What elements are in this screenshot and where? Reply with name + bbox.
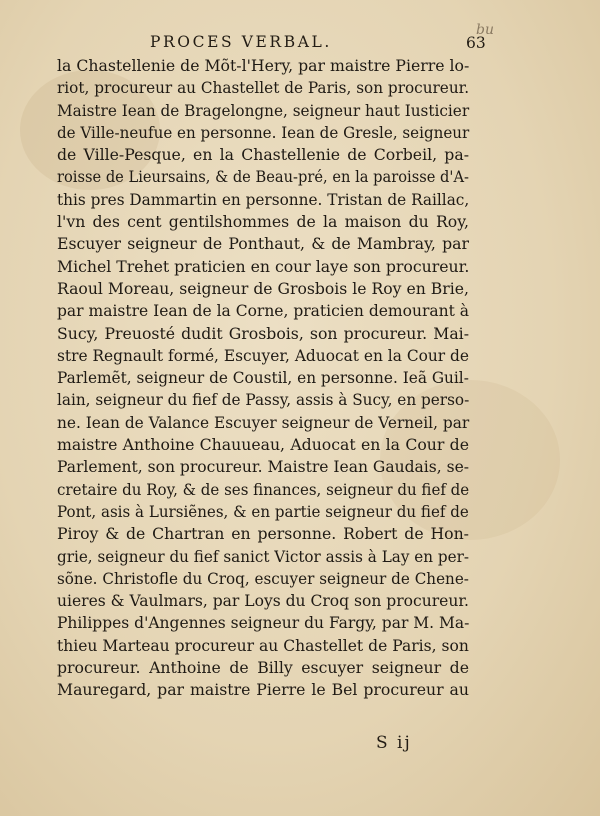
- text-line: cretaire du Roy, & de ses finances, seigneur du fief de: [57, 479, 470, 499]
- text-line: Parlemẽt, seigneur de Coustil, en personne. Ieã Guil-: [57, 368, 469, 388]
- text-line: Philippes d'Angennes seigneur du Fargy, par M. Ma-: [57, 613, 470, 633]
- text-line: this pres Dammartin en personne. Tristan de Raillac,: [57, 189, 470, 209]
- text-line: Escuyer seigneur de Ponthaut, & de Mambray, par: [57, 234, 469, 254]
- text-line: ne. Iean de Valance Escuyer seigneur de Verneil, par: [57, 412, 470, 432]
- running-head: PROCES VERBAL.: [150, 33, 332, 51]
- text-line: Mauregard, par maistre Pierre le Bel procureur au: [57, 680, 469, 700]
- text-line: Parlement, son procureur. Maistre Iean Gaudais, se-: [57, 457, 470, 477]
- text-line: lain, seigneur du fief de Passy, assis à Sucy, en perso-: [57, 390, 470, 410]
- body-text: [57, 55, 469, 702]
- text-line: maistre Anthoine Chauueau, Aduocat en la Cour de: [57, 435, 469, 455]
- text-line: Raoul Moreau, seigneur de Grosbois le Roy en Brie,: [57, 278, 469, 298]
- page-number: 63: [466, 34, 486, 52]
- text-line: sõne. Christofle du Croq, escuyer seigneur de Chene-: [57, 568, 469, 588]
- handwritten-corner-mark: bu: [476, 22, 494, 38]
- text-line: de Ville-neufue en personne. Iean de Gresle, seigneur: [57, 122, 470, 142]
- text-line: Pont, asis à Lursiẽnes, & en partie seigneur du fief de: [57, 501, 469, 521]
- text-line: roisse de Lieursains, & de Beau-pré, en la paroisse d'A-: [57, 167, 469, 187]
- signature-mark: S ij: [376, 733, 412, 753]
- text-line: uieres & Vaulmars, par Loys du Croq son procureur.: [57, 591, 469, 611]
- text-line: Piroy & de Chartran en personne. Robert de Hon-: [57, 524, 469, 544]
- text-line: riot, procureur au Chastellet de Paris, son procureur.: [57, 78, 470, 98]
- text-line: Michel Trehet praticien en cour laye son procureur.: [57, 256, 470, 276]
- text-line: de Ville-Pesque, en la Chastellenie de Corbeil, pa-: [57, 145, 469, 165]
- text-line: stre Regnault formé, Escuyer, Aduocat en la Cour de: [57, 345, 470, 365]
- text-line: grie, seigneur du fief sanict Victor assis à Lay en per-: [57, 546, 469, 566]
- text-line: l'vn des cent gentilshommes de la maison du Roy,: [57, 212, 469, 232]
- text-line: la Chastellenie de Mõt-l'Hery, par maistre Pierre lo-: [57, 56, 470, 75]
- text-line: Sucy, Preuosté dudit Grosbois, son procureur. Mai-: [57, 323, 469, 343]
- text-line: thieu Marteau procureur au Chastellet de Paris, son: [57, 635, 469, 655]
- text-line: Maistre Iean de Bragelongne, seigneur haut Iusticier: [57, 100, 470, 120]
- text-line: par maistre Iean de la Corne, praticien demourant à: [57, 301, 469, 321]
- text-line: procureur. Anthoine de Billy escuyer seigneur de: [57, 658, 469, 678]
